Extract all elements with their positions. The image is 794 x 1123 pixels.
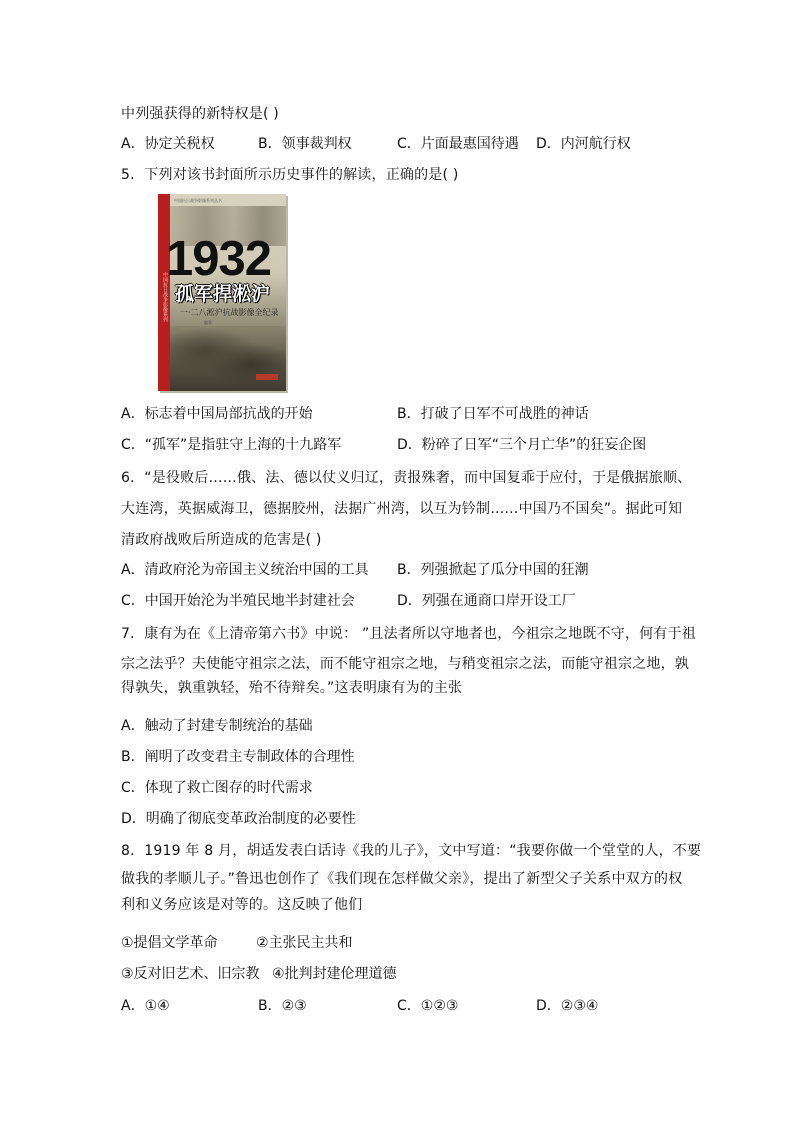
book-spine-text: 中国抗日战争影像系列 [162,272,168,322]
q6-option-b: B．列强掀起了瓜分中国的狂潮 [397,562,589,578]
q8-item-4: ④批判封建伦理道德 [272,966,397,982]
q4-option-d: D．内河航行权 [536,136,631,152]
q8-stem-line-2: 做我的孝顺儿子。”鲁迅也创作了《我们现在怎样做父亲》，提出了新型父子关系中双方的权 [121,871,683,887]
q8-option-c: C．①②③ [397,998,459,1014]
q7-option-d: D．明确了彻底变革政治制度的必要性 [121,811,356,827]
book-author: 编著 [204,320,212,325]
q8-item-2: ②主张民主共和 [256,935,353,951]
cover-red-mark [256,374,278,380]
q7-stem-line-3: 得孰失，孰重孰轻，殆不待辩矣。”这表明康有为的主张 [121,680,463,696]
q6-option-c: C．中国开始沦为半殖民地半封建社会 [121,593,355,609]
q8-item-3: ③反对旧艺术、旧宗教 [121,966,260,982]
q6-stem-line-2: 大连湾，英据威海卫，德据胶州，法据广州湾，以互为钤制……中国乃不国矣”。据此可知 [121,501,683,517]
q8-stem-line-1: 8．1919 年 8 月，胡适发表白话诗《我的儿子》，文中写道：“我要你做一个堂堂的人，不要 [121,843,702,859]
q7-option-c: C．体现了救亡图存的时代需求 [121,780,313,796]
q6-stem-line-1: 6．“是役败后……俄、法、德以仗义归辽，责报殊奢，而中国复乖于应付，于是俄据旅顺、 [121,470,692,486]
q7-stem-line-1: 7．康有为在《上清帝第六书》中说： ”且法者所以守地者也，今祖宗之地既不守，何有于祖 [121,626,697,642]
q6-stem-line-3: 清政府战败后所造成的危害是( ) [121,532,322,548]
q8-option-a: A．①④ [121,998,170,1014]
q5-stem: 5．下列对该书封面所示历史事件的解读，正确的是( ) [121,167,459,183]
q4-option-a: A．协定关税权 [121,136,215,152]
q7-stem-line-2: 宗之法乎？夫使能守祖宗之法，而不能守祖宗之地，与稍变祖宗之法，而能守祖宗之地，孰 [121,656,689,672]
book-year: 1932 [166,232,272,286]
book-cover-image [158,194,286,391]
cover-photo-bottom [170,326,286,391]
q8-stem-line-3: 利和义务应该是对等的。这反映了他们 [121,897,363,913]
q5-option-c: C．“孤军”是指驻守上海的十九路军 [121,437,342,453]
q5-option-d: D．粉碎了日军“三个月亡华”的狂妄企图 [397,437,647,453]
book-title: 孤军捍淞沪 [175,283,271,305]
q6-option-a: A．清政府沦为帝国主义统治中国的工具 [121,562,369,578]
q8-item-1: ①提倡文学革命 [121,935,218,951]
book-subtitle: 一·二八淞沪抗战影像全纪录 [180,308,279,317]
q5-option-a: A．标志着中国局部抗战的开始 [121,406,313,422]
q4-option-c: C．片面最惠国待遇 [397,136,519,152]
book-series: 中国抗日战争影像系列丛书 [174,198,222,203]
q6-option-d: D．列强在通商口岸开设工厂 [397,593,576,609]
q8-option-d: D．②③④ [536,998,599,1014]
q7-option-a: A．触动了封建专制统治的基础 [121,718,313,734]
q4-stem-tail: 中列强获得的新特权是( ) [121,106,279,122]
q4-option-b: B．领事裁判权 [258,136,352,152]
q5-option-b: B．打破了日军不可战胜的神话 [397,406,589,422]
q8-option-b: B．②③ [258,998,307,1014]
q7-option-b: B．阐明了改变君主专制政体的合理性 [121,749,355,765]
